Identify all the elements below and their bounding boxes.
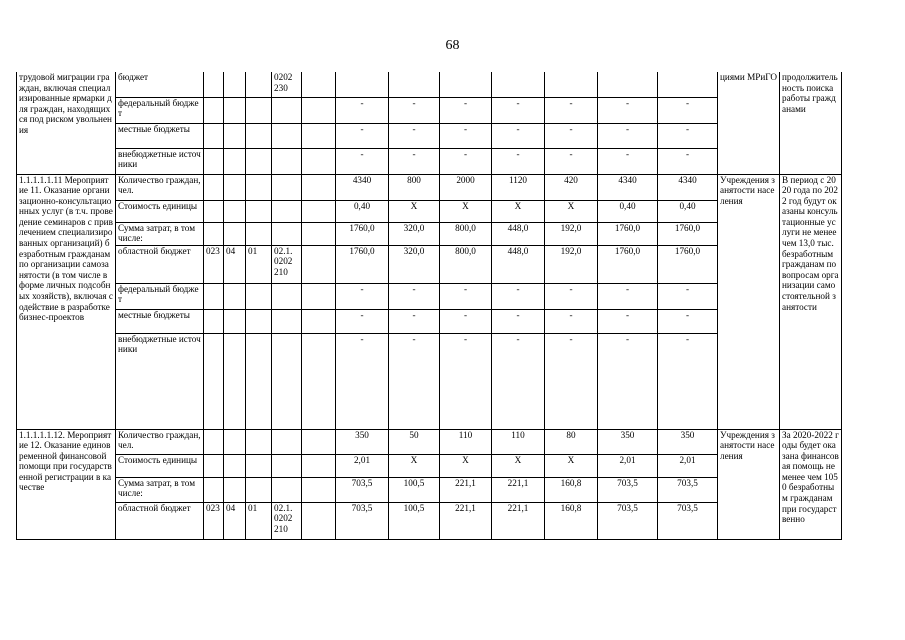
section-code: [224, 309, 246, 333]
value-cell: -: [389, 309, 440, 333]
value-cell: 448,0: [492, 245, 545, 283]
executor: Учреждения занятости населения: [718, 429, 780, 539]
value-cell: -: [336, 123, 389, 148]
indicator-name: Количество граждан, чел.: [116, 429, 204, 454]
value-cell: 703,5: [336, 502, 389, 539]
value-cell: 1760,0: [336, 222, 389, 245]
value-cell: -: [336, 283, 389, 309]
value-cell: 100,5: [389, 502, 440, 539]
grbs-code: [204, 174, 224, 200]
indicator-name: Сумма затрат, в том числе:: [116, 222, 204, 245]
target-article-code: [272, 283, 302, 309]
value-cell: 1760,0: [658, 222, 718, 245]
value-cell: -: [658, 148, 718, 174]
expense-type-cell: [302, 174, 336, 200]
value-cell: X: [492, 454, 545, 477]
indicator-name: областной бюджет: [116, 502, 204, 539]
table-row: [17, 174, 905, 200]
subsection-code: [246, 477, 272, 502]
table-cell: [204, 97, 224, 123]
value-cell: 4340: [658, 174, 718, 200]
subsection-code: 01: [246, 502, 272, 539]
expense-type-cell: [302, 222, 336, 245]
value-cell: X: [545, 454, 598, 477]
value-cell: X: [389, 454, 440, 477]
value-cell: -: [545, 283, 598, 309]
table-cell: [246, 72, 272, 97]
value-cell: 703,5: [336, 477, 389, 502]
value-cell: 100,5: [389, 477, 440, 502]
value-cell: 160,8: [545, 477, 598, 502]
section-code: [224, 477, 246, 502]
value-cell: 2,01: [598, 454, 658, 477]
executor: Учреждения занятости населения: [718, 174, 780, 429]
target-article-code: [272, 454, 302, 477]
value-cell: -: [440, 309, 492, 333]
table-cell: [224, 97, 246, 123]
value-cell: -: [336, 309, 389, 333]
value-cell: 320,0: [389, 222, 440, 245]
value-cell: -: [492, 148, 545, 174]
value-cell: -: [336, 148, 389, 174]
grbs-code: [204, 477, 224, 502]
value-cell: -: [598, 123, 658, 148]
grbs-code: [204, 333, 224, 429]
subsection-code: [246, 333, 272, 429]
grbs-code: [204, 222, 224, 245]
expense-type-cell: [302, 502, 336, 539]
table-cell: [246, 123, 272, 148]
value-cell: 1760,0: [336, 245, 389, 283]
subsection-code: [246, 222, 272, 245]
value-cell: 80: [545, 429, 598, 454]
value-cell: 2,01: [658, 454, 718, 477]
value-cell: X: [389, 200, 440, 222]
grbs-code: [204, 309, 224, 333]
expected-result: За 2020-2022 годы будет оказана финансовая помощь не менее чем 1050 безработным гражданам при государственно: [780, 429, 842, 539]
value-cell: -: [440, 123, 492, 148]
target-article-code: [272, 333, 302, 429]
indicator-name: областной бюджет: [116, 245, 204, 283]
value-cell: 110: [492, 429, 545, 454]
funding-source: местные бюджеты: [116, 123, 204, 148]
grbs-code: [204, 429, 224, 454]
executor: циями МРиГО: [718, 72, 780, 174]
expected-result: продолжительность поиска работы гражданами: [780, 72, 842, 174]
section-code: 04: [224, 502, 246, 539]
table-cell: [302, 97, 336, 123]
table-row: [17, 72, 905, 97]
value-cell: -: [440, 333, 492, 429]
value-cell: -: [492, 123, 545, 148]
value-cell: 800: [389, 174, 440, 200]
value-cell: X: [492, 200, 545, 222]
funding-source: федеральный бюджет: [116, 97, 204, 123]
budget-code: [272, 123, 302, 148]
value-cell: -: [389, 123, 440, 148]
section-code: [224, 174, 246, 200]
grbs-code: 023: [204, 502, 224, 539]
value-cell: -: [389, 333, 440, 429]
value-cell: -: [658, 97, 718, 123]
value-cell: X: [440, 200, 492, 222]
value-cell: -: [658, 283, 718, 309]
value-cell: -: [598, 283, 658, 309]
value-cell: 4340: [336, 174, 389, 200]
value-cell: -: [492, 97, 545, 123]
budget-code: [272, 148, 302, 174]
value-cell: X: [545, 200, 598, 222]
value-cell: 0,40: [336, 200, 389, 222]
value-cell: -: [658, 123, 718, 148]
value-cell: -: [545, 97, 598, 123]
table-cell: [204, 123, 224, 148]
value-cell: 1120: [492, 174, 545, 200]
value-cell: 160,8: [545, 502, 598, 539]
value-cell: -: [492, 309, 545, 333]
value-cell: 1760,0: [658, 245, 718, 283]
table-cell: [204, 72, 224, 97]
target-article-code: [272, 222, 302, 245]
section-code: 04: [224, 245, 246, 283]
table-cell: [302, 148, 336, 174]
value-cell: -: [658, 333, 718, 429]
value-cell: -: [545, 123, 598, 148]
value-cell: 800,0: [440, 245, 492, 283]
indicator-name: Количество граждан, чел.: [116, 174, 204, 200]
expense-type-cell: [302, 245, 336, 283]
value-cell: 800,0: [440, 222, 492, 245]
value-cell: -: [598, 309, 658, 333]
value-cell: 320,0: [389, 245, 440, 283]
value-cell: -: [545, 148, 598, 174]
section-code: [224, 200, 246, 222]
section-code: [224, 333, 246, 429]
table-body: [17, 72, 905, 539]
value-cell: [598, 72, 658, 97]
subsection-code: [246, 309, 272, 333]
subsection-code: [246, 429, 272, 454]
table-cell: [302, 123, 336, 148]
table-cell: [224, 123, 246, 148]
subsection-code: [246, 200, 272, 222]
expense-type-cell: [302, 333, 336, 429]
target-article-code: [272, 174, 302, 200]
grbs-code: [204, 200, 224, 222]
value-cell: -: [598, 148, 658, 174]
value-cell: 703,5: [598, 502, 658, 539]
expense-type-cell: [302, 309, 336, 333]
indicator-name: Стоимость единицы: [116, 200, 204, 222]
funding-source: бюджет: [116, 72, 204, 97]
table-cell: [246, 148, 272, 174]
indicator-name: Стоимость единицы: [116, 454, 204, 477]
value-cell: [492, 72, 545, 97]
target-article-code: 02.1. 0202 210: [272, 502, 302, 539]
expense-type-cell: [302, 454, 336, 477]
expected-result: В период с 2020 года по 2022 год будут оказаны консультационные услуги не менее чем 13,0 тыс. безработным гражданам по вопросам организации самостоятельной занятости: [780, 174, 842, 429]
target-article-code: 02.1. 0202 210: [272, 245, 302, 283]
value-cell: -: [389, 148, 440, 174]
value-cell: 448,0: [492, 222, 545, 245]
value-cell: 110: [440, 429, 492, 454]
value-cell: 703,5: [658, 502, 718, 539]
expense-type-cell: [302, 477, 336, 502]
value-cell: -: [545, 309, 598, 333]
table-cell: [302, 72, 336, 97]
value-cell: 4340: [598, 174, 658, 200]
value-cell: 703,5: [658, 477, 718, 502]
target-article-code: [272, 477, 302, 502]
value-cell: -: [492, 283, 545, 309]
section-code: [224, 222, 246, 245]
value-cell: -: [440, 97, 492, 123]
subsection-code: [246, 454, 272, 477]
section-code: [224, 454, 246, 477]
subsection-code: 01: [246, 245, 272, 283]
value-cell: 1760,0: [598, 222, 658, 245]
value-cell: [336, 72, 389, 97]
table-cell: [224, 148, 246, 174]
value-cell: 221,1: [492, 477, 545, 502]
indicator-name: Сумма затрат, в том числе:: [116, 477, 204, 502]
table-cell: [204, 148, 224, 174]
value-cell: [658, 72, 718, 97]
value-cell: 192,0: [545, 245, 598, 283]
value-cell: -: [440, 283, 492, 309]
value-cell: 420: [545, 174, 598, 200]
measure-description: трудовой миграции граждан, включая специализированные ярмарки для граждан, находящихся под риском увольнения: [17, 72, 116, 174]
grbs-code: [204, 454, 224, 477]
value-cell: 221,1: [440, 477, 492, 502]
expense-type-cell: [302, 200, 336, 222]
value-cell: 350: [598, 429, 658, 454]
table-cell: [224, 72, 246, 97]
value-cell: 221,1: [440, 502, 492, 539]
value-cell: -: [658, 309, 718, 333]
value-cell: -: [389, 283, 440, 309]
section-code: [224, 429, 246, 454]
section-code: [224, 283, 246, 309]
page-number: 68: [445, 38, 460, 53]
table-row: [17, 429, 905, 454]
value-cell: 2000: [440, 174, 492, 200]
value-cell: [545, 72, 598, 97]
value-cell: -: [440, 148, 492, 174]
subsection-code: [246, 174, 272, 200]
value-cell: 1760,0: [598, 245, 658, 283]
value-cell: 2,01: [336, 454, 389, 477]
value-cell: -: [336, 97, 389, 123]
value-cell: -: [598, 97, 658, 123]
value-cell: [440, 72, 492, 97]
value-cell: 350: [658, 429, 718, 454]
table-cell: [246, 97, 272, 123]
program-measures-table: [16, 72, 905, 540]
value-cell: -: [598, 333, 658, 429]
value-cell: -: [492, 333, 545, 429]
value-cell: 350: [336, 429, 389, 454]
subsection-code: [246, 283, 272, 309]
indicator-name: федеральный бюджет: [116, 283, 204, 309]
value-cell: [389, 72, 440, 97]
indicator-name: внебюджетные источники: [116, 333, 204, 429]
grbs-code: 023: [204, 245, 224, 283]
expense-type-cell: [302, 429, 336, 454]
value-cell: -: [389, 97, 440, 123]
indicator-name: местные бюджеты: [116, 309, 204, 333]
measure-description: 1.1.1.1.1.12. Мероприятие 12. Оказание единовременной финансовой помощи при государственной регистрации в качестве: [17, 429, 116, 539]
measure-description: 1.1.1.1.1.11 Мероприятие 11. Оказание организационно-консультационных услуг (в т.ч. проведение семинаров с привлечением специализированных организаций) безработным гражданам по организации самозанятости (в том числе в форме личных подсобных хозяйств), включая содействие в разработке бизнес-проектов: [17, 174, 116, 429]
value-cell: -: [336, 333, 389, 429]
grbs-code: [204, 283, 224, 309]
funding-source: внебюджетные источники: [116, 148, 204, 174]
value-cell: 192,0: [545, 222, 598, 245]
value-cell: 221,1: [492, 502, 545, 539]
value-cell: X: [440, 454, 492, 477]
target-article-code: [272, 200, 302, 222]
value-cell: 0,40: [598, 200, 658, 222]
budget-code: 0202 230: [272, 72, 302, 97]
value-cell: 50: [389, 429, 440, 454]
value-cell: -: [545, 333, 598, 429]
value-cell: 703,5: [598, 477, 658, 502]
value-cell: 0,40: [658, 200, 718, 222]
budget-code: [272, 97, 302, 123]
target-article-code: [272, 309, 302, 333]
expense-type-cell: [302, 283, 336, 309]
target-article-code: [272, 429, 302, 454]
